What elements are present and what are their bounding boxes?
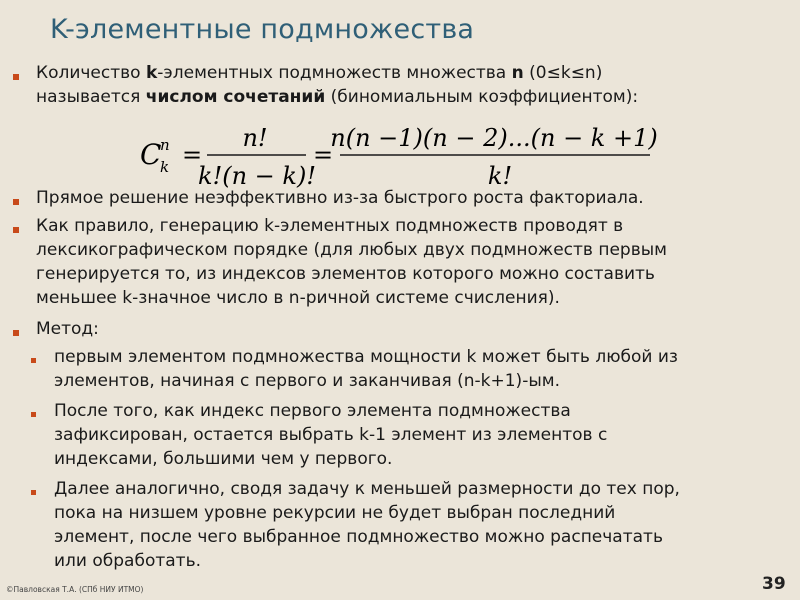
formula-equals-2: =: [313, 141, 334, 169]
formula-equals: =: [182, 141, 203, 169]
formula-frac2-denominator: k!: [487, 162, 513, 190]
binomial-formula: [130, 118, 670, 190]
page-number: 39: [762, 574, 786, 594]
lexicographic-paragraph: [36, 214, 667, 310]
def-k: k: [145, 63, 158, 83]
direct-solution-text: Прямое решение неэффективно из-за быстрого роста факториала.: [36, 188, 644, 208]
def-term: числом сочетаний: [145, 87, 326, 107]
def-text: называется: [36, 87, 146, 107]
sub-bullet-marker: [31, 358, 36, 363]
method-step-line: После того, как индекс первого элемента подмножества: [54, 401, 571, 421]
def-n: n: [511, 63, 524, 83]
formula-lhs-base: C: [140, 138, 162, 171]
bullet-marker: [13, 199, 19, 205]
sub-bullet-marker: [31, 490, 36, 495]
method-step-line: Далее аналогично, сводя задачу к меньшей размерности до тех пор,: [54, 479, 680, 499]
method-heading: [36, 317, 99, 341]
bullet-marker: [13, 74, 19, 80]
def-text: (биномиальным коэффициентом):: [325, 87, 639, 107]
lexicographic-line: Как правило, генерацию k-элементных подмножеств проводят в: [36, 216, 624, 236]
lexicographic-line: генерируется то, из индексов элементов которого можно составить: [36, 264, 655, 284]
method-step-line: первым элементом подмножества мощности k может быть любой из: [54, 347, 678, 367]
lexicographic-line: меньшее k-значное число в n-ричной системе счисления).: [36, 288, 560, 308]
method-step-3: [54, 477, 680, 573]
def-text: Количество: [36, 63, 146, 83]
formula-frac1-numerator: n!: [242, 124, 268, 152]
method-step-line: зафиксирован, остается выбрать k-1 элемент из элементов с: [54, 425, 608, 445]
formula-lhs-sub: k: [160, 158, 170, 176]
def-text: -элементных подмножеств множества: [157, 63, 512, 83]
formula-frac2-numerator: n(n −1)(n − 2)...(n − k +1): [330, 124, 658, 152]
def-condition: (0≤k≤n): [523, 63, 603, 83]
footer-copyright: ©Павловская Т.А. (СПб НИУ ИТМО): [6, 585, 144, 594]
method-step-line: пока на низшем уровне рекурсии не будет выбран последний: [54, 503, 616, 523]
method-step-2: [54, 399, 607, 471]
method-step-line: элемент, после чего выбранное подмножество можно распечатать: [54, 527, 663, 547]
method-step-line: индексами, большими чем у первого.: [54, 449, 393, 469]
method-step-1: [54, 345, 678, 393]
formula-lhs-sup: n: [160, 136, 170, 154]
direct-solution-paragraph: [36, 186, 644, 210]
sub-bullet-marker: [31, 412, 36, 417]
formula-frac1-denominator: k!(n − k)!: [198, 162, 316, 190]
definition-paragraph: [36, 61, 638, 109]
lexicographic-line: лексикографическом порядке (для любых двух подмножеств первым: [36, 240, 667, 260]
method-step-line: элементов, начиная с первого и заканчивая (n-k+1)-ым.: [54, 371, 560, 391]
bullet-marker: [13, 227, 19, 233]
method-step-line: или обработать.: [54, 551, 201, 571]
slide-title: K-элементные подмножества: [50, 14, 475, 45]
bullet-marker: [13, 330, 19, 336]
method-text: Метод:: [36, 319, 99, 339]
